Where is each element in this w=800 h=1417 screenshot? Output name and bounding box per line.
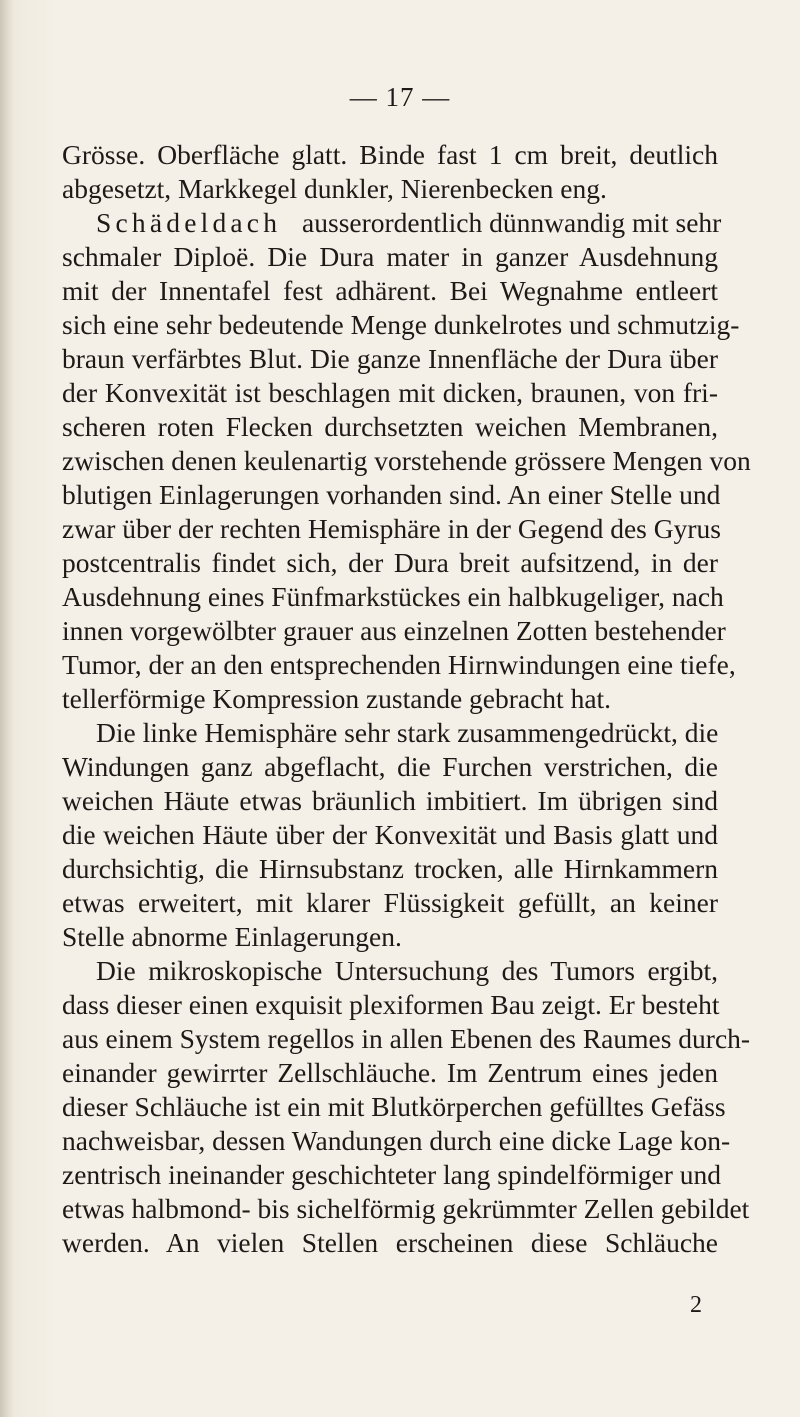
text-line: durchsichtig, die Hirnsubstanz trocken, alle Hirnkammern — [62, 853, 718, 884]
text-line: innen vorgewölbter grauer aus einzelnen Zotten bestehender — [62, 615, 726, 646]
text-line: Tumor, der an den entsprechenden Hirnwindungen eine tiefe, — [62, 649, 736, 680]
text-line: Stelle abnorme Einlagerungen. — [62, 921, 402, 952]
text-line: Windungen ganz abgeflacht, die Furchen verstrichen, die — [62, 751, 718, 782]
signature-mark: 2 — [690, 1292, 702, 1318]
text-line: Ausdehnung eines Fünfmarkstückes ein halbkugeliger, nach — [62, 581, 724, 612]
text-line: Die mikroskopische Untersuchung des Tumors ergibt, — [96, 955, 718, 986]
binding-shadow — [0, 0, 14, 1417]
text-line: schmaler Diploë. Die Dura mater in ganzer Ausdehnung — [62, 241, 718, 272]
text-line — [96, 206, 722, 240]
text-line: etwas halbmond- bis sichelförmig gekrümmter Zellen gebildet — [62, 1193, 750, 1224]
text-line: mit der Innentafel fest adhärent. Bei Wegnahme entleert — [62, 275, 718, 306]
text-fragment: ausserordentlich dünnwandig mit sehr — [302, 207, 722, 238]
text-line: aus einem System regellos in allen Ebenen des Raumes durch- — [62, 1023, 751, 1054]
text-line: sich eine sehr bedeutende Menge dunkelrotes und schmutzig- — [62, 309, 740, 340]
text-line: dieser Schläuche ist ein mit Blutkörperchen gefülltes Gefäss — [62, 1091, 726, 1122]
text-line: abgesetzt, Markkegel dunkler, Nierenbecken eng. — [62, 173, 607, 204]
page-number: — 17 — — [349, 82, 451, 112]
spaced-heading: Schädeldach — [96, 207, 282, 238]
text-line: einander gewirrter Zellschläuche. Im Zentrum eines jeden — [62, 1057, 718, 1088]
text-line: dass dieser einen exquisit plexiformen Bau zeigt. Er besteht — [62, 989, 720, 1020]
text-line: der Konvexität ist beschlagen mit dicken, braunen, von fri- — [62, 377, 718, 408]
text-line: weichen Häute etwas bräunlich imbitiert. Im übrigen sind — [62, 785, 718, 816]
text-line: nachweisbar, dessen Wandungen durch eine dicke Lage kon- — [62, 1125, 731, 1156]
text-line: braun verfärbtes Blut. Die ganze Innenfläche der Dura über — [62, 343, 718, 374]
text-line: etwas erweitert, mit klarer Flüssigkeit gefüllt, an keiner — [62, 887, 718, 918]
text-line: blutigen Einlagerungen vorhanden sind. An einer Stelle und — [62, 479, 721, 510]
text-line: Grösse. Oberfläche glatt. Binde fast 1 cm breit, deutlich — [62, 139, 718, 170]
text-line: zwar über der rechten Hemisphäre in der Gegend des Gyrus — [62, 513, 721, 544]
text-line: Die linke Hemisphäre sehr stark zusammengedrückt, die — [96, 717, 719, 748]
text-line: tellerförmige Kompression zustande gebracht hat. — [62, 683, 612, 714]
text-line: zentrisch ineinander geschichteter lang spindelförmiger und — [62, 1159, 721, 1190]
text-line: werden. An vielen Stellen erscheinen diese Schläuche — [62, 1227, 718, 1258]
text-line: die weichen Häute über der Konvexität und Basis glatt und — [62, 819, 718, 850]
text-line: scheren roten Flecken durchsetzten weichen Membranen, — [62, 411, 718, 442]
text-line: postcentralis findet sich, der Dura breit aufsitzend, in der — [62, 547, 718, 578]
text-line: zwischen denen keulenartig vorstehende grössere Mengen von — [62, 445, 751, 476]
